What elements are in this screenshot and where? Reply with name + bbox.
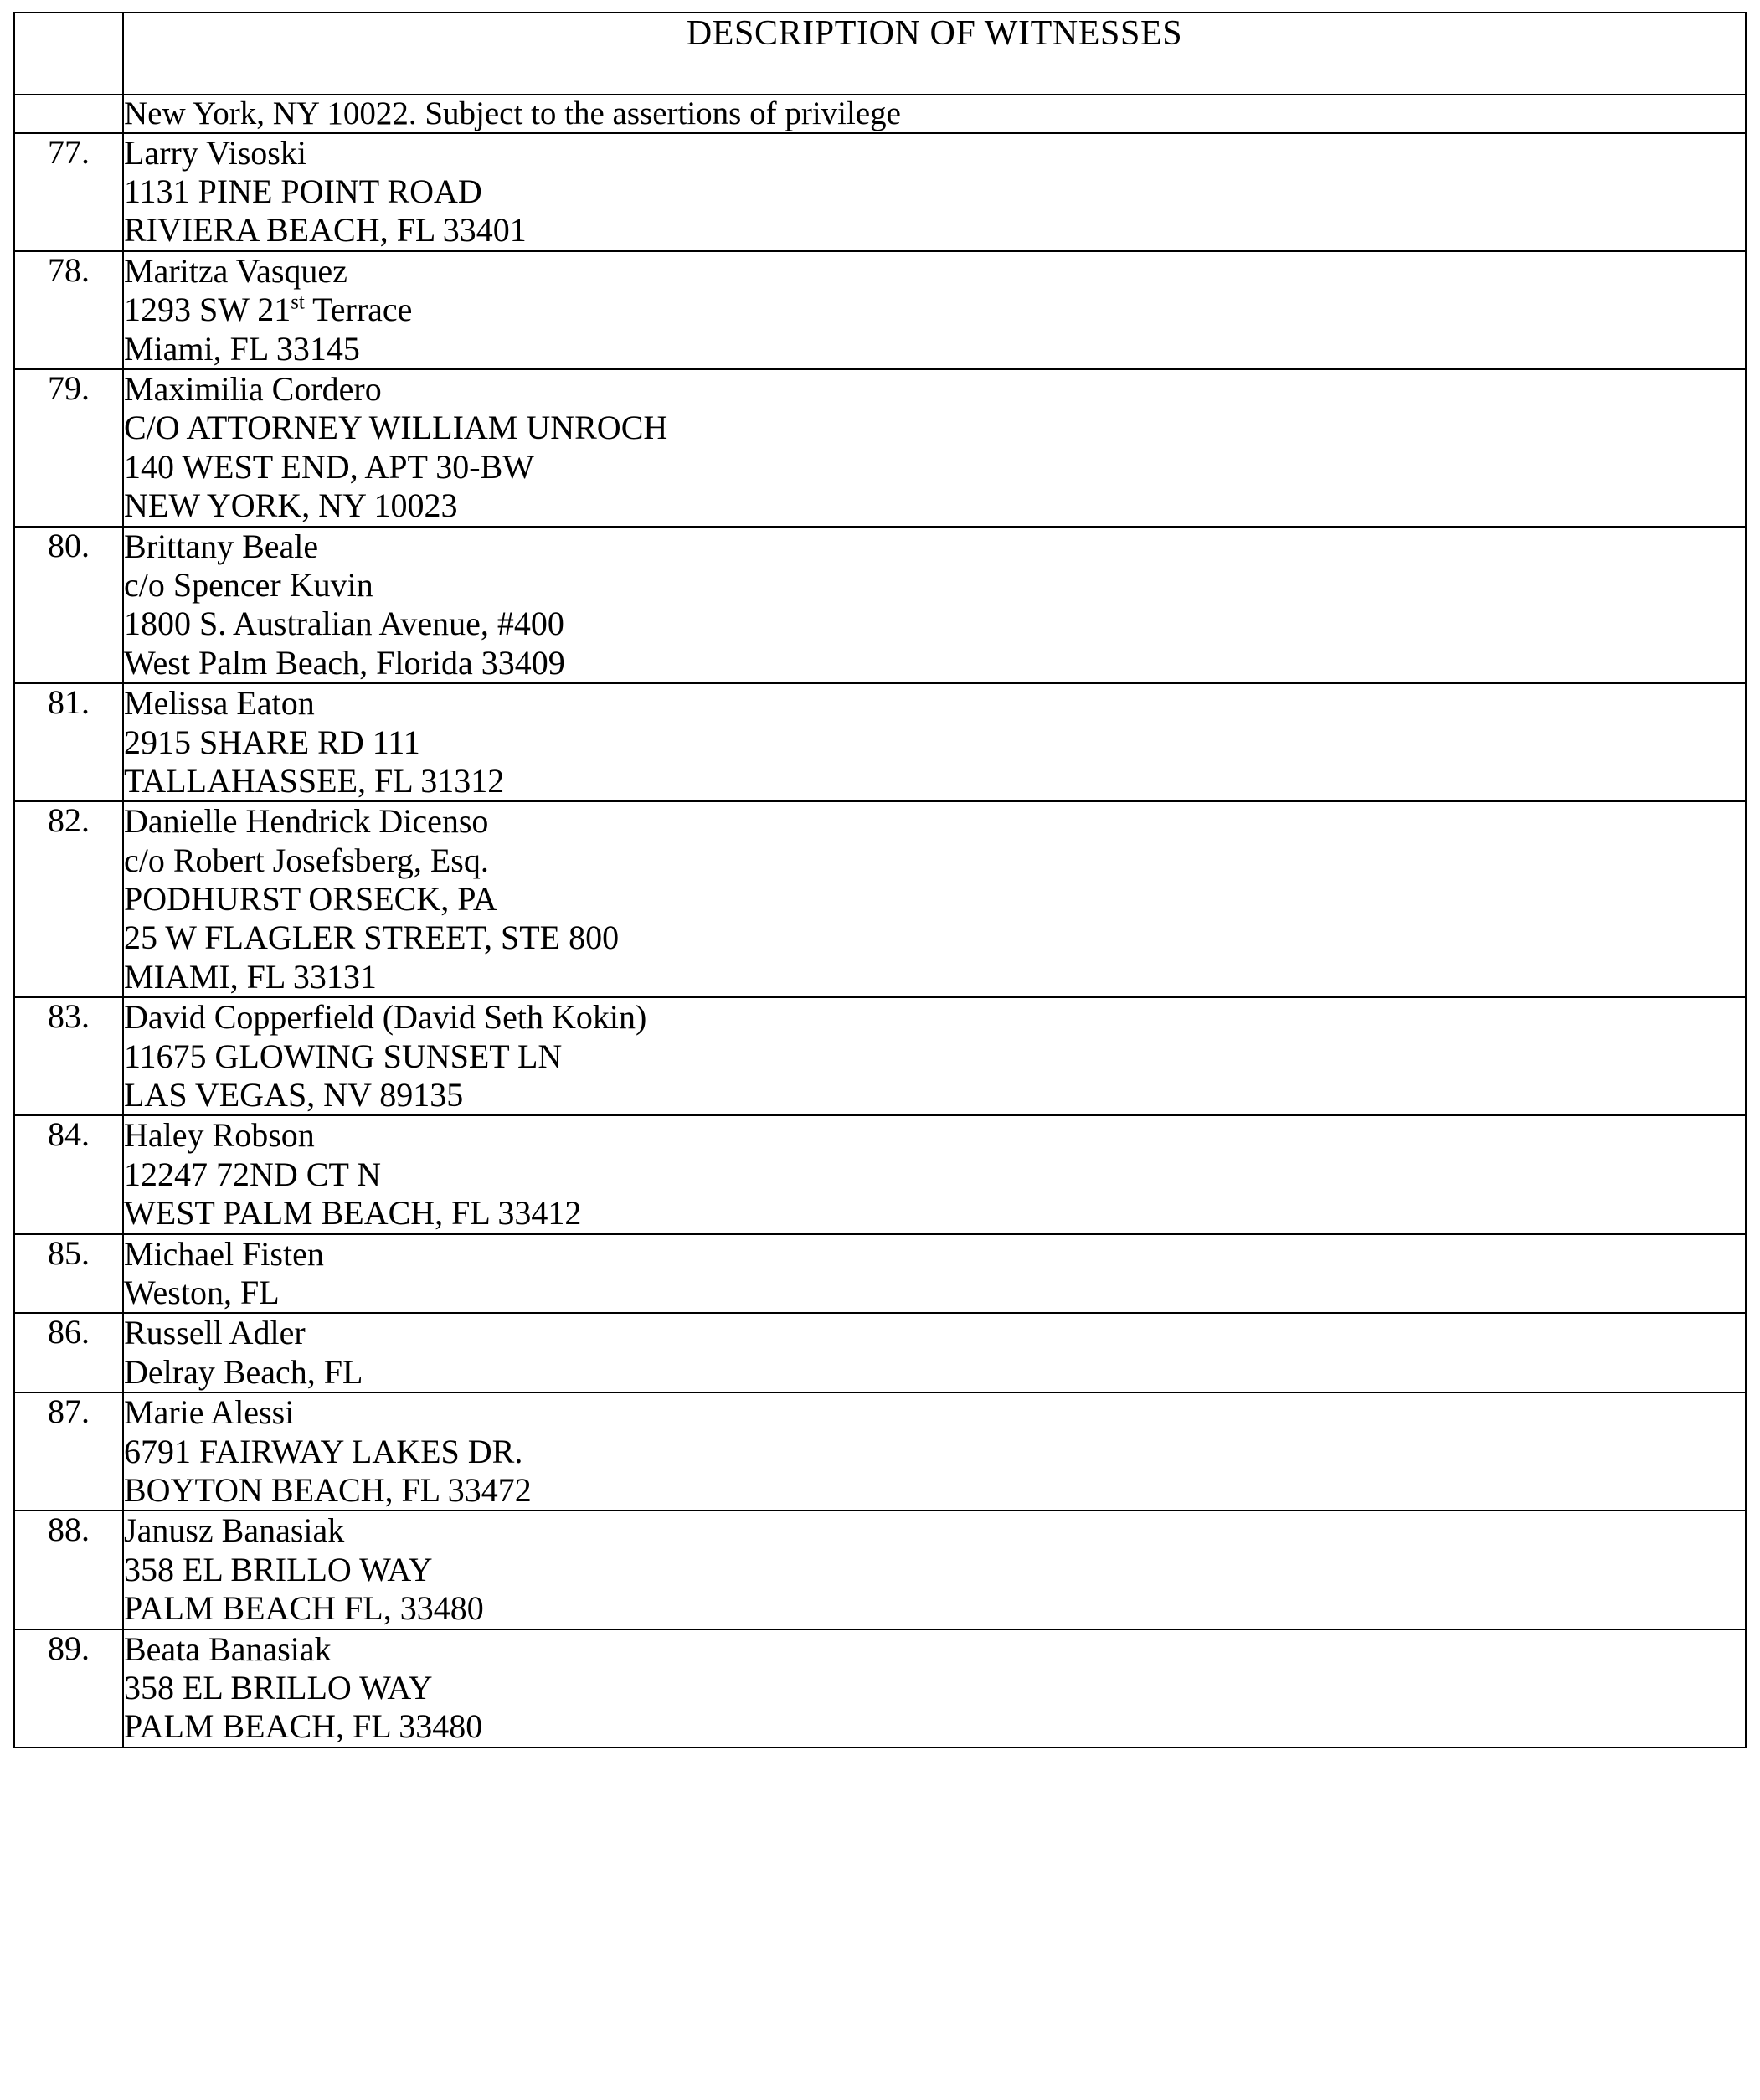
row-number: 80. — [14, 527, 123, 684]
witness-name: Russell Adler — [124, 1314, 306, 1352]
witness-description — [123, 527, 1746, 684]
witness-address-line: Delray Beach, FL — [124, 1352, 363, 1391]
witness-address-line: RIVIERA BEACH, FL 33401 — [124, 211, 527, 250]
witness-address-line: NEW YORK, NY 10023 — [124, 486, 458, 525]
witness-address-line: 12247 72ND CT N — [124, 1155, 382, 1193]
table-row — [14, 683, 1746, 801]
witness-description — [123, 1234, 1746, 1314]
witness-address-line: West Palm Beach, Florida 33409 — [124, 643, 565, 682]
row-number: 85. — [14, 1234, 123, 1314]
witness-name: Maximilia Cordero — [124, 370, 382, 409]
row-number: 83. — [14, 997, 123, 1115]
witness-description — [123, 369, 1746, 527]
row-number: 87. — [14, 1392, 123, 1511]
witness-address-line: PODHURST ORSECK, PA — [124, 880, 497, 919]
table-row — [14, 1115, 1746, 1233]
witness-description — [123, 997, 1746, 1115]
witness-name: Janusz Banasiak — [124, 1511, 345, 1550]
row-number: 89. — [14, 1629, 123, 1747]
row-number: 79. — [14, 369, 123, 527]
row-number: 88. — [14, 1511, 123, 1629]
witness-address-line: 25 W FLAGLER STREET, STE 800 — [124, 919, 620, 957]
witness-name: Maritza Vasquez — [124, 251, 347, 290]
table-row — [14, 133, 1746, 251]
table-row — [14, 801, 1746, 997]
witness-name: Larry Visoski — [124, 133, 306, 172]
witness-address-line: 11675 GLOWING SUNSET LN — [124, 1037, 563, 1075]
witness-address-line: 358 EL BRILLO WAY — [124, 1550, 433, 1588]
witness-address-line: TALLAHASSEE, FL 31312 — [124, 761, 505, 800]
witness-address-line: 1131 PINE POINT ROAD — [124, 172, 482, 211]
witness-address-line: MIAMI, FL 33131 — [124, 957, 377, 996]
witness-name: Melissa Eaton — [124, 684, 315, 723]
witness-name: Brittany Beale — [124, 527, 319, 565]
table-row — [14, 1629, 1746, 1747]
witness-address-line: C/O ATTORNEY WILLIAM UNROCH — [124, 409, 668, 447]
witness-address-line: Miami, FL 33145 — [124, 329, 360, 368]
witness-description — [123, 133, 1746, 251]
witness-address-line: 358 EL BRILLO WAY — [124, 1668, 433, 1706]
row-number: 86. — [14, 1313, 123, 1392]
witness-address-line: WEST PALM BEACH, FL 33412 — [124, 1194, 582, 1233]
witness-name: Haley Robson — [124, 1116, 315, 1155]
witness-address-line: 140 WEST END, APT 30-BW — [124, 447, 535, 486]
witness-address-line: 1800 S. Australian Avenue, #400 — [124, 605, 564, 643]
witness-description — [123, 1629, 1746, 1747]
row-number: 78. — [14, 251, 123, 369]
witness-name: David Copperfield (David Seth Kokin) — [124, 998, 647, 1037]
row-number: 84. — [14, 1115, 123, 1233]
witness-description — [123, 251, 1746, 369]
table-row — [14, 369, 1746, 527]
witness-description — [123, 801, 1746, 997]
witness-name: Marie Alessi — [124, 1393, 295, 1432]
witness-address-line: 1293 SW 21st Terrace — [124, 291, 413, 329]
witness-address-line: 6791 FAIRWAY LAKES DR. — [124, 1432, 523, 1470]
witness-description — [123, 1313, 1746, 1392]
table-row — [14, 997, 1746, 1115]
witness-table-body — [14, 13, 1746, 1747]
table-row — [14, 1313, 1746, 1392]
row-number: 81. — [14, 683, 123, 801]
header-number-cell — [14, 13, 123, 95]
witness-description — [123, 1115, 1746, 1233]
witness-address-line: Weston, FL — [124, 1274, 280, 1311]
witness-address-line: PALM BEACH, FL 33480 — [124, 1707, 483, 1746]
continuation-number-cell — [14, 95, 123, 133]
witness-description — [123, 683, 1746, 801]
witness-address-line: c/o Spencer Kuvin — [124, 565, 373, 604]
witness-address-line: PALM BEACH FL, 33480 — [124, 1589, 484, 1628]
table-row — [14, 1511, 1746, 1629]
witness-table — [13, 12, 1747, 1748]
witness-name: Danielle Hendrick Dicenso — [124, 802, 489, 841]
table-header-title: DESCRIPTION OF WITNESSES — [123, 13, 1746, 95]
continuation-note: New York, NY 10022. Subject to the assertions of privilege — [123, 95, 1746, 133]
table-row — [14, 527, 1746, 684]
witness-description — [123, 1511, 1746, 1629]
table-row — [14, 251, 1746, 369]
witness-description — [123, 1392, 1746, 1511]
witness-address-line: BOYTON BEACH, FL 33472 — [124, 1470, 532, 1509]
table-row — [14, 1392, 1746, 1511]
table-header-row — [14, 13, 1746, 95]
row-number: 77. — [14, 133, 123, 251]
witness-address-line: c/o Robert Josefsberg, Esq. — [124, 841, 489, 879]
continuation-row — [14, 95, 1746, 133]
row-number: 82. — [14, 801, 123, 997]
witness-address-line: LAS VEGAS, NV 89135 — [124, 1076, 464, 1114]
witness-name: Michael Fisten — [124, 1234, 324, 1273]
witness-address-line: 2915 SHARE RD 111 — [124, 723, 420, 761]
witness-name: Beata Banasiak — [124, 1629, 332, 1668]
table-row — [14, 1234, 1746, 1314]
